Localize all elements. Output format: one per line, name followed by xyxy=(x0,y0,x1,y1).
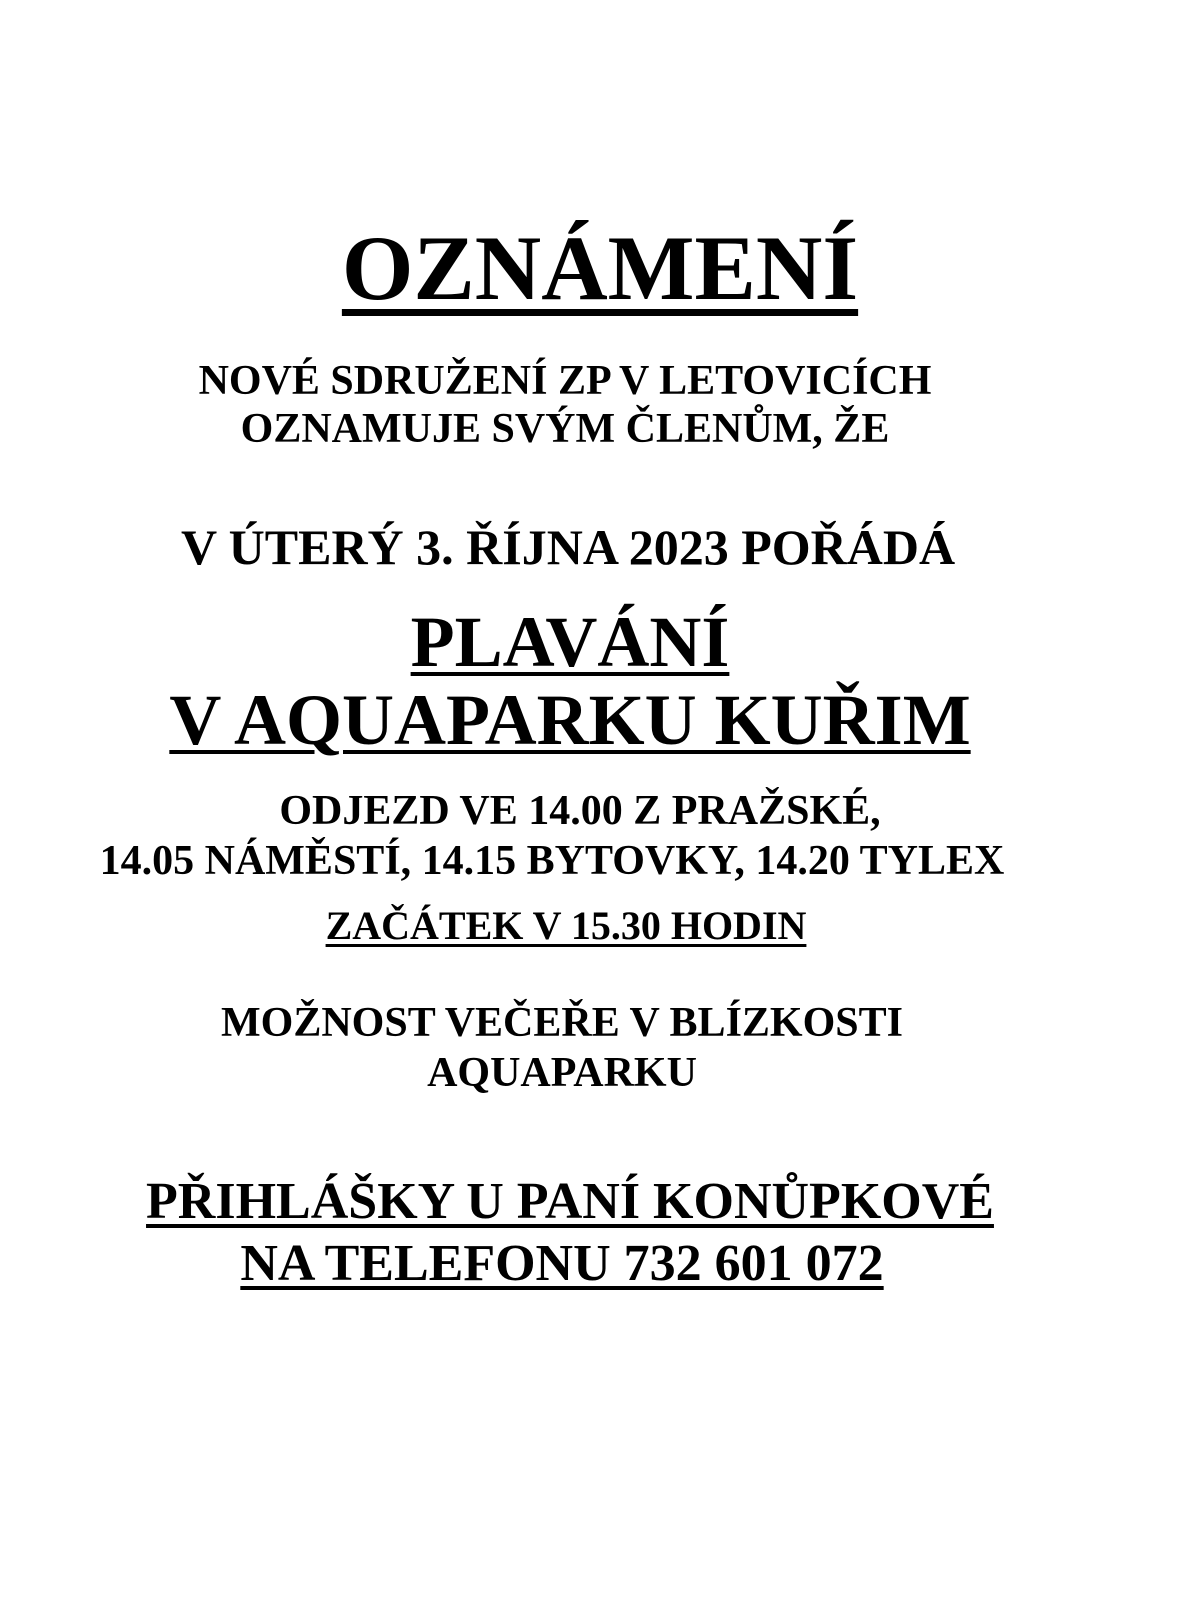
registration-line-2 xyxy=(0,1235,1162,1292)
intro-line-2: OZNAMUJE SVÝM ČLENŮM, ŽE xyxy=(240,406,890,452)
event-line-1 xyxy=(0,602,1170,682)
dinner-line-2: AQUAPARKU xyxy=(427,1050,697,1096)
registration-phone-text: NA TELEFONU 732 601 072 xyxy=(240,1235,884,1292)
event-name-text: PLAVÁNÍ xyxy=(410,602,730,682)
date-line: V ÚTERÝ 3. ŘÍJNA 2023 POŘÁDÁ xyxy=(180,519,956,575)
registration-contact-text: PŘIHLÁŠKY U PANÍ KONŮPKOVÉ xyxy=(146,1173,994,1230)
departure-line-1: ODJEZD VE 14.00 Z PRAŽSKÉ, xyxy=(279,788,881,834)
registration-line-1 xyxy=(0,1173,1170,1230)
dinner-line-1: MOŽNOST VEČEŘE V BLÍZKOSTI xyxy=(221,1000,903,1046)
page-title xyxy=(0,217,1200,319)
start-time xyxy=(0,903,1166,948)
event-venue-text: V AQUAPARKU KUŘIM xyxy=(169,680,971,760)
intro-line-1: NOVÉ SDRUŽENÍ ZP V LETOVICÍCH xyxy=(198,358,932,404)
event-line-2 xyxy=(0,680,1170,760)
start-time-text: ZAČÁTEK V 15.30 HODIN xyxy=(325,903,807,948)
departure-line-2: 14.05 NÁMĚSTÍ, 14.15 BYTOVKY, 14.20 TYLEX xyxy=(99,838,1005,884)
title-text: OZNÁMENÍ xyxy=(341,217,859,319)
